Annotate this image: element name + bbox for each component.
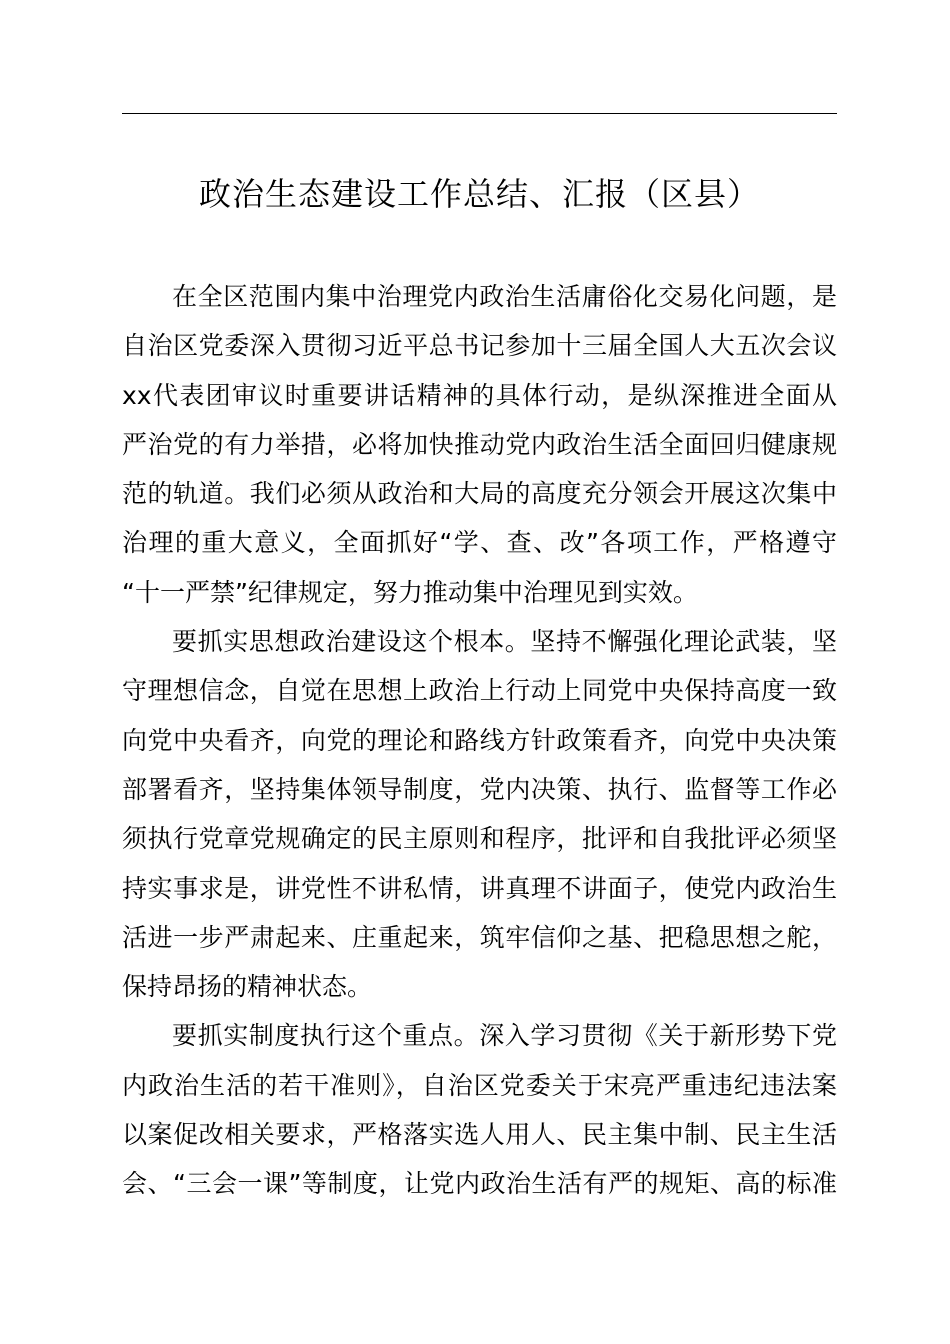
paragraph-2-line-1: 要抓实思想政治建设这个根本。坚持不懈强化理论武装，坚: [172, 627, 837, 657]
paragraph-2-line-8: 保持昂扬的精神状态。: [122, 972, 373, 1002]
document-body: [122, 272, 837, 1209]
paragraph-2-line-2: 守理想信念，自觉在思想上政治上行动上同党中央保持高度一致: [122, 676, 837, 706]
paragraph-2-line-7: 活进一步严肃起来、庄重起来，筑牢信仰之基、把稳思想之舵，: [122, 922, 837, 952]
paragraph-2: [122, 617, 837, 1011]
paragraph-1-line-1: 在全区范围内集中治理党内政治生活庸俗化交易化问题，是: [172, 282, 837, 311]
paragraph-3-line-1: 要抓实制度执行这个重点。深入学习贯彻《关于新形势下党: [172, 1021, 837, 1051]
paragraph-3-line-2: 内政治生活的若干准则》，自治区党委关于宋亮严重违纪违法案: [122, 1070, 837, 1100]
paragraph-2-line-4: 部署看齐，坚持集体领导制度，党内决策、执行、监督等工作必: [122, 774, 837, 804]
paragraph-1-line-4: 严治党的有力举措，必将加快推动党内政治生活全面回归健康规: [122, 429, 837, 459]
paragraph-2-line-3: 向党中央看齐，向党的理论和路线方针政策看齐，向党中央决策: [122, 725, 837, 755]
paragraph-2-line-5: 须执行党章党规确定的民主原则和程序，批评和自我批评必须坚: [122, 824, 837, 854]
paragraph-1-line-2: 自治区党委深入贯彻习近平总书记参加十三届全国人大五次会议: [122, 331, 837, 361]
paragraph-1-line-3: xx代表团审议时重要讲话精神的具体行动，是纵深推进全面从: [122, 380, 837, 410]
paragraph-3: [122, 1011, 837, 1208]
paragraph-3-line-4: 会、“三会一课”等制度，让党内政治生活有严的规矩、高的标准: [122, 1169, 837, 1199]
paragraph-1-line-6: 治理的重大意义，全面抓好“学、查、改”各项工作，严格遵守: [122, 528, 837, 558]
paragraph-1-line-7: “十一严禁”纪律规定，努力推动集中治理见到实效。: [122, 577, 698, 607]
paragraph-1: [122, 272, 837, 617]
header-rule: [122, 113, 837, 114]
paragraph-2-line-6: 持实事求是，讲党性不讲私情，讲真理不讲面子，使党内政治生: [122, 873, 837, 903]
paragraph-1-line-5: 范的轨道。我们必须从政治和大局的高度充分领会开展这次集中: [122, 479, 837, 509]
paragraph-3-line-3: 以案促改相关要求，严格落实选人用人、民主集中制、民主生活: [122, 1120, 837, 1150]
document-title: 政治生态建设工作总结、汇报（区县）: [198, 175, 760, 213]
